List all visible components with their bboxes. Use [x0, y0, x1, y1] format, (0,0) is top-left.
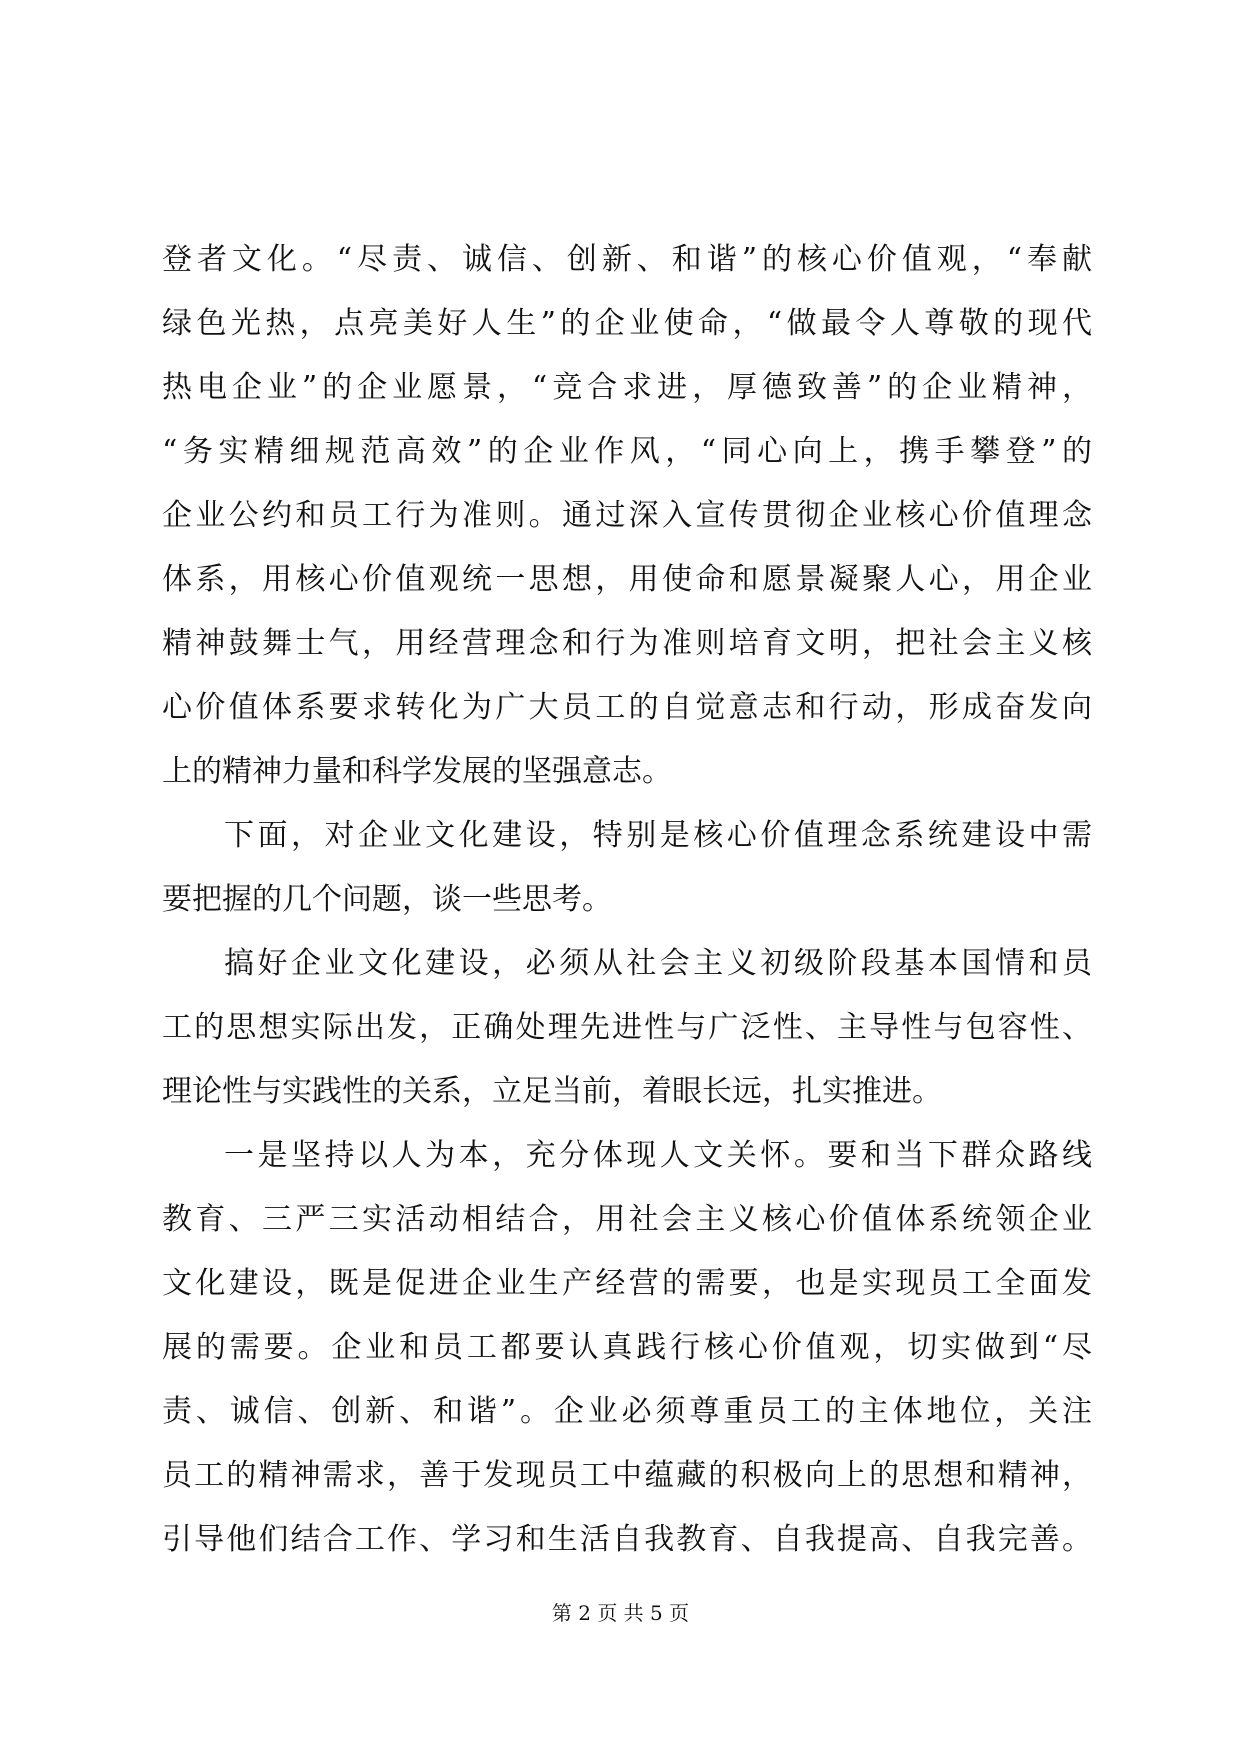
- paragraph-3: [162, 932, 1092, 1124]
- text-line: 文化建设，既是促进企业生产经营的需要，也是实现员工全面发: [162, 1266, 1092, 1301]
- text-line: 精神鼓舞士气，用经营理念和行为准则培育文明，把社会主义核: [162, 626, 1092, 661]
- text-line: 引导他们结合工作、学习和生活自我教育、自我提高、自我完善。: [162, 1522, 1092, 1557]
- text-line: “务实精细规范高效”的企业作风，“同心向上，携手攀登”的: [162, 434, 1092, 469]
- text-line: 体系，用核心价值观统一思想，用使命和愿景凝聚人心，用企业: [162, 562, 1092, 597]
- text-line: 登者文化。“尽责、诚信、创新、和谐”的核心价值观，“奉献: [162, 242, 1092, 277]
- text-line: 心价值体系要求转化为广大员工的自觉意志和行动，形成奋发向: [162, 690, 1092, 725]
- text-line: 要把握的几个问题，谈一些思考。: [162, 882, 612, 917]
- paragraph-4: [162, 1124, 1092, 1572]
- text-line: 企业公约和员工行为准则。通过深入宣传贯彻企业核心价值理念: [162, 498, 1092, 533]
- body-text: [162, 228, 1092, 1572]
- page-number-footer: 第 2 页 共 5 页: [551, 1601, 690, 1625]
- text-line: 下面，对企业文化建设，特别是核心价值理念系统建设中需: [224, 818, 1092, 853]
- paragraph-2: [162, 804, 1092, 932]
- text-line: 搞好企业文化建设，必须从社会主义初级阶段基本国情和员: [224, 946, 1092, 981]
- text-line: 展的需要。企业和员工都要认真践行核心价值观，切实做到“尽: [162, 1330, 1092, 1365]
- text-line: 理论性与实践性的关系，立足当前，着眼长远，扎实推进。: [162, 1074, 942, 1109]
- text-line: 一是坚持以人为本，充分体现人文关怀。要和当下群众路线: [224, 1138, 1092, 1173]
- text-line: 绿色光热，点亮美好人生”的企业使命，“做最令人尊敬的现代: [162, 306, 1092, 341]
- text-line: 工的思想实际出发，正确处理先进性与广泛性、主导性与包容性、: [162, 1010, 1092, 1045]
- text-line: 教育、三严三实活动相结合，用社会主义核心价值体系统领企业: [162, 1202, 1092, 1237]
- text-line: 责、诚信、创新、和谐”。企业必须尊重员工的主体地位，关注: [162, 1394, 1092, 1429]
- text-line: 上的精神力量和科学发展的坚强意志。: [162, 754, 672, 789]
- text-line: 员工的精神需求，善于发现员工中蕴藏的积极向上的思想和精神，: [162, 1458, 1092, 1493]
- text-line: 热电企业”的企业愿景，“竞合求进，厚德致善”的企业精神，: [162, 370, 1092, 405]
- paragraph-1: [162, 228, 1092, 804]
